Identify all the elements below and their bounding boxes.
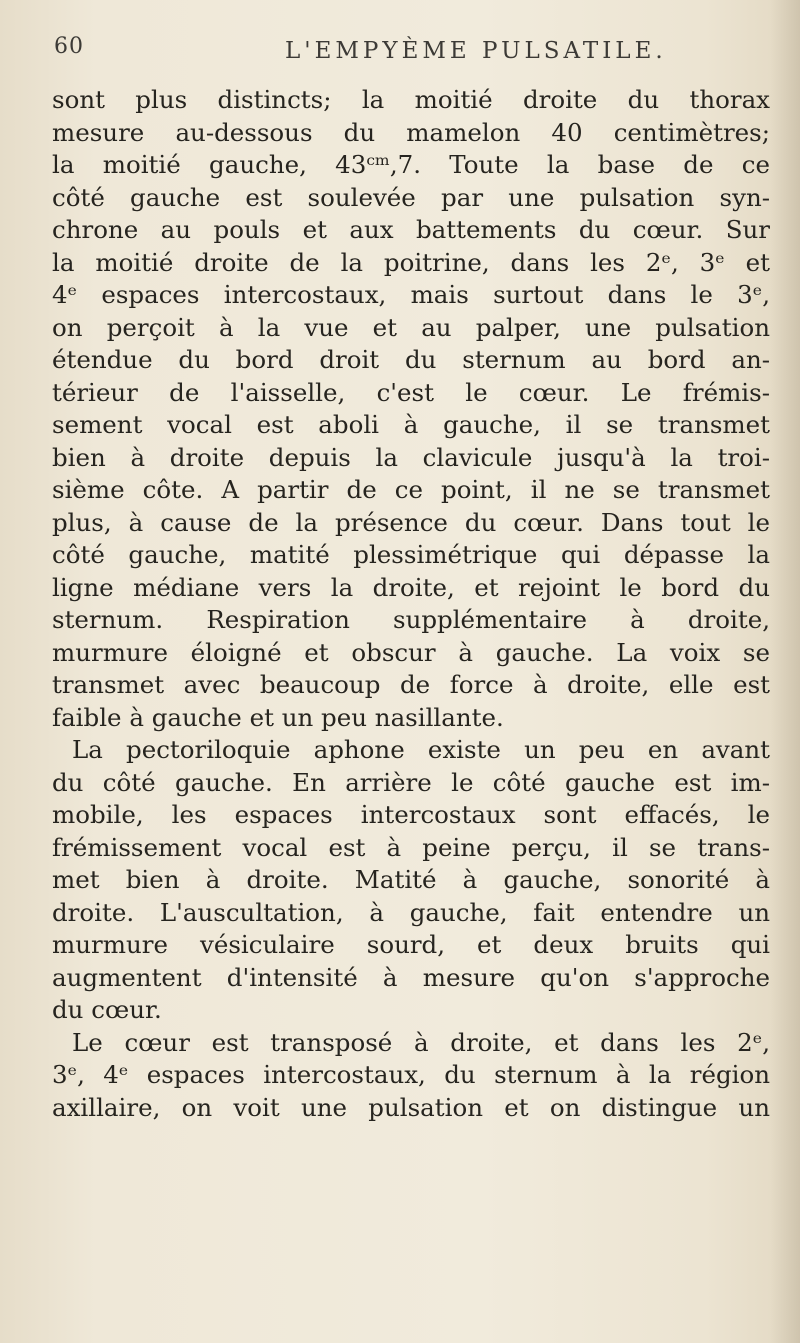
page-number: 60: [54, 34, 84, 59]
text-line: la moitié droite de la poitrine, dans les 2ᵉ, 3ᵉ et: [52, 247, 770, 277]
text-line: côté gauche, matité plessimétrique qui dépasse la: [52, 540, 770, 569]
text-line: faible à gauche et un peu nasillante.: [52, 702, 504, 732]
text-line: sement vocal est aboli à gauche, il se transmet: [52, 410, 770, 439]
text-line: met bien à droite. Matité à gauche, sonorité à: [52, 865, 770, 894]
text-line: du cœur.: [52, 995, 162, 1024]
text-line: côté gauche est soulevée par une pulsation syn-: [52, 182, 770, 212]
text-line: murmure vésiculaire sourd, et deux bruits qui: [52, 930, 770, 959]
text-line: frémissement vocal est à peine perçu, il se trans-: [52, 832, 770, 862]
text-line: Le cœur est transposé à droite, et dans les 2ᵉ,: [72, 1027, 770, 1057]
text-line: transmet avec beaucoup de force à droite, elle est: [52, 670, 770, 699]
text-line: mobile, les espaces intercostaux sont effacés, le: [52, 800, 770, 829]
text-line: chrone au pouls et aux battements du cœur. Sur: [52, 215, 770, 244]
body-text: [52, 84, 770, 1124]
text-line: augmentent d'intensité à mesure qu'on s'approche: [52, 962, 770, 992]
text-line: axillaire, on voit une pulsation et on distingue un: [52, 1092, 770, 1122]
text-line: étendue du bord droit du sternum au bord an-: [52, 345, 770, 374]
text-line: 3ᵉ, 4ᵉ espaces intercostaux, du sternum à la région: [52, 1060, 770, 1089]
text-line: La pectoriloquie aphone existe un peu en avant: [72, 735, 770, 764]
page-gutter-shadow: [770, 0, 800, 1343]
text-line: bien à droite depuis la clavicule jusqu'à la troi-: [52, 442, 770, 472]
text-line: sont plus distincts; la moitié droite du thorax: [52, 85, 770, 114]
text-line: sième côte. A partir de ce point, il ne se transmet: [52, 475, 770, 504]
text-line: sternum. Respiration supplémentaire à droite,: [52, 605, 770, 634]
text-line: on perçoit à la vue et au palper, une pulsation: [52, 312, 770, 342]
text-line: plus, à cause de la présence du cœur. Dans tout le: [52, 507, 770, 537]
text-line: ligne médiane vers la droite, et rejoint le bord du: [52, 572, 770, 602]
text-line: 4ᵉ espaces intercostaux, mais surtout dans le 3ᵉ,: [52, 280, 770, 309]
page-header: [0, 30, 800, 70]
text-line: térieur de l'aisselle, c'est le cœur. Le frémis-: [52, 377, 770, 407]
text-line: murmure éloigné et obscur à gauche. La voix se: [52, 637, 770, 667]
text-line: du côté gauche. En arrière le côté gauche est im-: [52, 767, 770, 797]
text-line: droite. L'auscultation, à gauche, fait entendre un: [52, 897, 770, 927]
text-line: mesure au-dessous du mamelon 40 centimètres;: [52, 117, 770, 147]
text-line: la moitié gauche, 43ᶜᵐ,7. Toute la base de ce: [52, 150, 770, 179]
running-title: L'EMPYÈME PULSATILE.: [285, 38, 667, 64]
